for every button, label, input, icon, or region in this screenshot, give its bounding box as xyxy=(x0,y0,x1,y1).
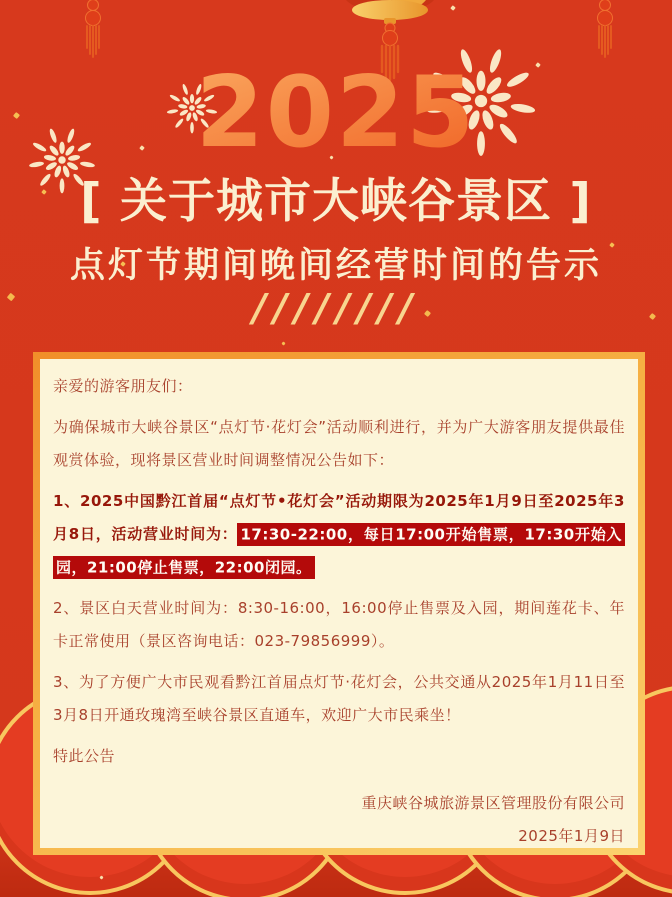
notice-item-2: 2、景区白天营业时间为：8:30-16:00，16:00停止售票及入园，期间莲花卡、年卡正常使用（景区咨询电话：023-79856999）。 xyxy=(53,599,625,650)
sparkle xyxy=(450,5,456,11)
notice-closing: 特此公告 xyxy=(53,747,116,765)
notice-item-1-text: 1、2025中国黔江首届“点灯节•花灯会”活动期限为2025年1月9日至2025年3月8日，活动营业时间为： xyxy=(53,492,625,543)
notice-item-1-highlight: 17:30-22:00，每日17:00开始售票，17:30开始入园，21:00停止售票，22:00闭园。 xyxy=(53,523,625,579)
tassel-icon xyxy=(590,0,620,62)
sparkle xyxy=(281,341,285,345)
signature-block xyxy=(53,787,625,848)
slash-divider: //////// xyxy=(252,286,420,330)
poster-title-line2: 点灯节期间晚间经营时间的告示 xyxy=(69,246,602,286)
poster-title-line1: [ 关于城市大峡谷景区 ] xyxy=(80,174,592,229)
notice-item-3: 3、为了方便广大市民观看黔江首届点灯节·花灯会，公共交通从2025年1月11日至3月8日开通玫瑰湾至峡谷景区直通车，欢迎广大市民乘坐！ xyxy=(53,673,625,724)
year-heading: 2025 xyxy=(0,64,672,162)
notice-card-body xyxy=(40,359,638,848)
notice-greeting: 亲爱的游客朋友们： xyxy=(53,377,193,395)
signature-company: 重庆峡谷城旅游景区管理股份有限公司 xyxy=(361,794,625,812)
notice-item-1 xyxy=(53,485,625,584)
tassel-icon xyxy=(78,0,108,62)
signature-date: 2025年1月9日 xyxy=(518,827,625,845)
notice-intro: 为确保城市大峡谷景区“点灯节·花灯会”活动顺利进行，并为广大游客朋友提供最佳观赏体验，现将景区营业时间调整情况公告如下： xyxy=(53,418,625,469)
notice-card xyxy=(33,352,645,855)
